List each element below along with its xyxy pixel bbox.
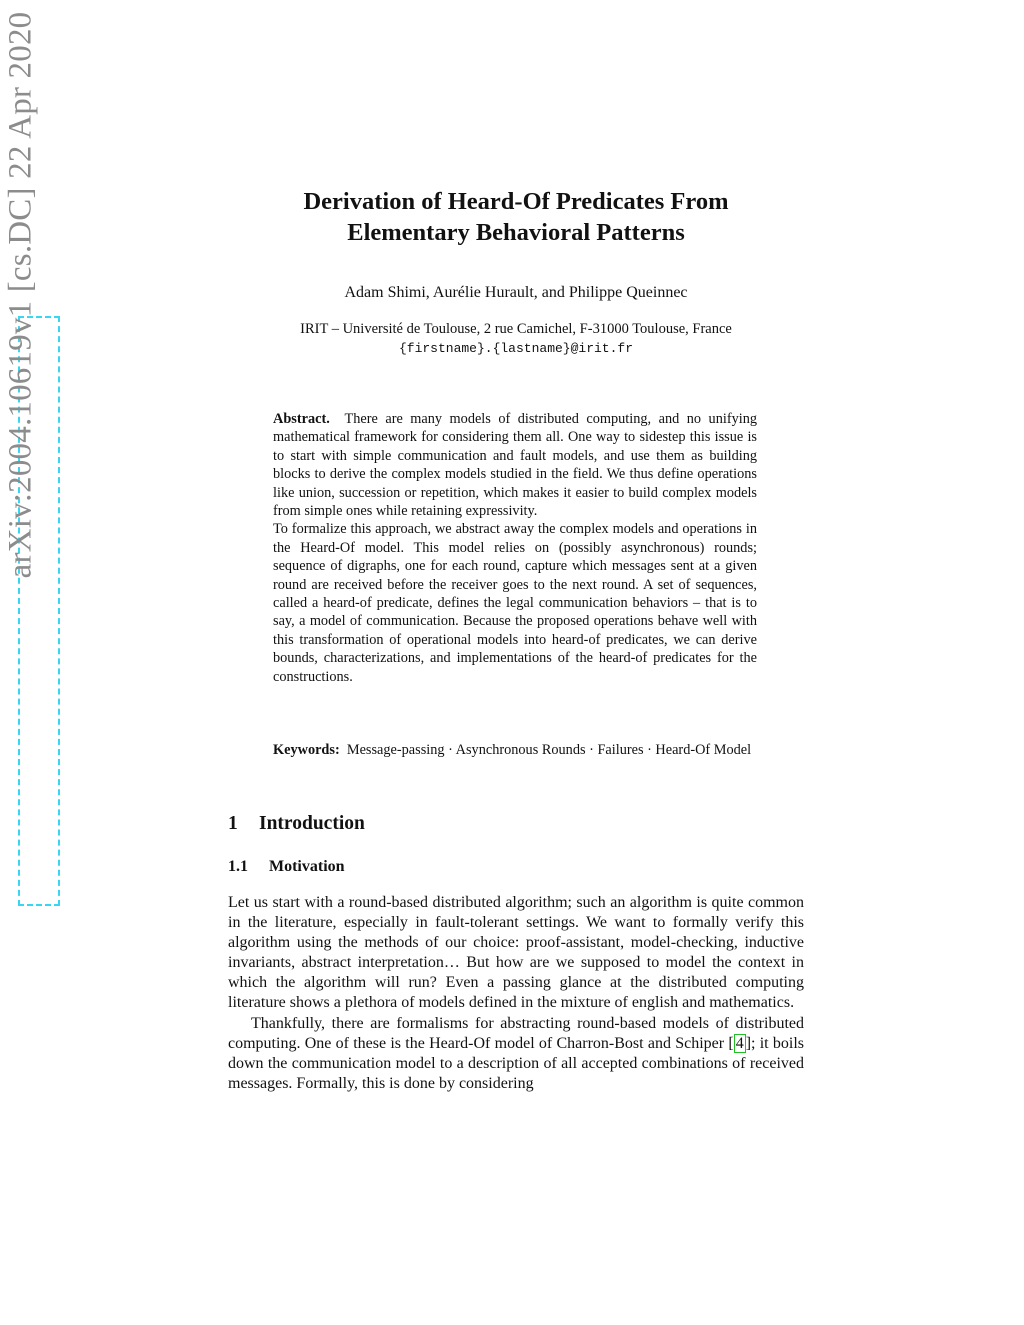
subsection-number: 1.1	[228, 858, 248, 875]
section-number: 1	[228, 813, 238, 834]
email: {firstname}.{lastname}@irit.fr	[398, 341, 634, 356]
citation-link[interactable]: 4	[735, 1034, 744, 1052]
body-paragraph-1: Let us start with a round-based distributed algorithm; such an algorithm is quite common in the literature, especially in fault-tolerant settings. We want to formally verify this algorithm using the methods of our choice: proof-assistant, model-checking, inductive invariants, abstract interpretation… But how are we supposed to model the context in which the algorithm will run? Even a passing glance at the distributed computing literature shows a plethora of models defined in the mixture of english and mathematics.	[228, 894, 804, 1012]
authors: Adam Shimi, Aurélie Hurault, and Philippe Queinnec	[344, 284, 688, 301]
subsection-title: Motivation	[269, 858, 345, 875]
body-paragraph-2-start: Thankfully, there are formalisms for abstracting round-based models of distributed computing. One of these is the Heard-Of model of Charron-Bost and Schiper [	[228, 1014, 804, 1052]
body-paragraph-2	[228, 1014, 804, 1094]
body-text	[228, 893, 804, 1094]
abstract-label: Abstract.	[273, 411, 330, 427]
title-line-1: Derivation of Heard-Of Predicates From	[303, 188, 729, 215]
affiliation: IRIT – Université de Toulouse, 2 rue Camichel, F-31000 Toulouse, France	[300, 321, 732, 337]
section-title: Introduction	[259, 813, 365, 834]
abstract-paragraph-2: To formalize this approach, we abstract away the complex models and operations in the Heard-Of model. This model relies on (possibly asynchronous) rounds; sequence of digraphs, one for each round, capture which messages sent at a given round are received before the receiver goes to the next round. A set of sequences, called a heard-of predicate, defines the legal communication behaviors – that is to say, a model of communication. Because the proposed operations behave well with this transformation of operational models into heard-of predicates, we can derive bounds, characterizations, and implementations of the heard-of predicates for the constructions.	[273, 521, 757, 685]
section-heading	[228, 813, 365, 835]
arxiv-stamp: arXiv:2004.10619v1 [cs.DC] 22 Apr 2020	[2, 11, 39, 579]
body-paragraph-2-end: ]; it boils down the communication model to a description of all accepted combinations of received messages. Formally, this is done by considering	[228, 1034, 804, 1092]
title-line-2: Elementary Behavioral Patterns	[347, 219, 685, 246]
abstract-paragraph-1	[273, 410, 757, 520]
paper-title	[228, 186, 804, 248]
affiliation-block	[228, 320, 804, 358]
abstract	[273, 410, 757, 686]
keywords-text: Message-passing · Asynchronous Rounds · Failures · Heard-Of Model	[346, 742, 752, 758]
abstract-text-1: There are many models of distributed computing, and no unifying mathematical framework for considering them all. One way to sidestep this issue is to start with simple communication and fault models, and use them as building blocks to derive the complex models studied in the field. We thus define operations like union, succession or repetition, which makes it easier to build complex models from simple ones while retaining expressivity.	[273, 411, 757, 520]
keywords-label: Keywords:	[273, 742, 340, 758]
subsection-heading	[228, 858, 345, 876]
keywords	[273, 741, 757, 759]
